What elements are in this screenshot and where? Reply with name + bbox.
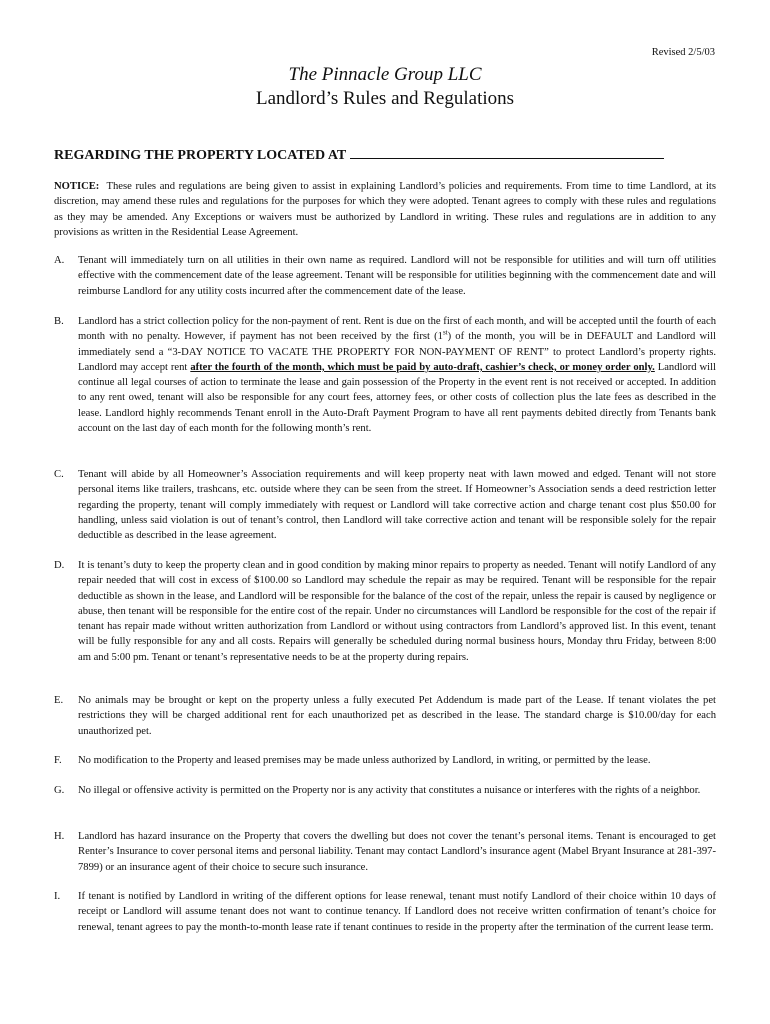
rule-emphasis: after the fourth of the month, which must be paid by auto-draft, cashier’s check, or money order only. bbox=[190, 361, 655, 373]
rule-text: It is tenant’s duty to keep the property clean and in good condition by making minor repairs to property as needed. Tenant will notify Landlord of any repair needed that will cost in excess of $100.00 so Landlord may schedule the repair as may be required. Tenant will be responsible for the repair deductible as shown in the lease, and Landlord will be responsible for the balance of the cost of the repair, unless the repair is caused by negligence or abuse, then tenant will be responsible for the entire cost of the repair. Under no circumstances will Landlord be responsible for the cost of the repair if tenant has repair made without written authorization from Landlord or without using contractors from Landlord’s approved list. In this event, tenant will be fully responsible for any and all costs. Repairs will generally be scheduled during normal business hours, Monday thru Friday, between 8:00 am and 5:00 pm. Tenant or tenant’s representative needs to be at the property during repairs. bbox=[78, 560, 716, 663]
rule-letter: C. bbox=[54, 469, 64, 480]
rule-letter: G. bbox=[54, 785, 65, 796]
rule-f bbox=[54, 753, 716, 768]
rule-text: Tenant will abide by all Homeowner’s Association requirements and will keep property neat with lawn mowed and edged. Tenant will not store personal items like trailers, trashcans, etc. outside where they can be seen from the street. If Homeowner’s Association sends a deed restriction letter regarding the property, tenant will comply immediately with request or Landlord will take corrective action and charge tenant cost plus $50.00 for handling, unless said violation is out of tenant’s control, then Landlord will take corrective action and tenant will be responsible solely for the repair deductible as described in the lease agreement. bbox=[78, 469, 716, 542]
rule-a bbox=[54, 253, 716, 299]
revision-date: Revised 2/5/03 bbox=[651, 47, 715, 58]
rule-letter: D. bbox=[54, 560, 65, 571]
property-address-blank bbox=[350, 146, 664, 159]
rule-letter: F. bbox=[54, 755, 62, 766]
rule-text: If tenant is notified by Landlord in writing of the different options for lease renewal, tenant must notify Landlord of their choice within 10 days of receipt or Landlord will assume tenant does not want to continue tenancy. If Landlord does not receive written confirmation of tenant’s choice for renewal, tenant agrees to pay the month-to-month lease rate if tenant continues to reside in the property after the termination of the current lease term. bbox=[78, 891, 716, 933]
rule-letter: E. bbox=[54, 695, 64, 706]
rule-g bbox=[54, 783, 716, 798]
rule-letter: B. bbox=[54, 316, 64, 327]
rule-text-part: Landlord will continue all legal courses of action to terminate the lease and gain possession of the Property in the event rent is not received or accepted. In addition to any rent owed, tenant will also be responsible for any court fees, attorney fees, or other costs of collection plus the late fees as described in the lease. Landlord highly recommends Tenant enroll in the Auto-Draft Payment Program to have all rent payments debited directly from Tenants bank account on the last day of each month for the following month’s rent. bbox=[78, 361, 716, 435]
notice-text: These rules and regulations are being given to assist in explaining Landlord’s policies and requirements. From time to time Landlord, at its discretion, may amend these rules and regulations for the purposes for which they were adopted. Tenant agrees to comply with these rules and regulations as they may be amended. Any Exceptions or waivers must be authorized by Landlord in writing. These rules and regulations are in addition to any provisions as written in the Residential Lease Agreement. bbox=[54, 181, 716, 238]
rule-text: No animals may be brought or kept on the property unless a fully executed Pet Addendum is made part of the Lease. If tenant violates the pet restrictions they will be charged additional rent for each unauthorized pet as described in the lease. The standard charge is $10.00/day for each unauthorized pet. bbox=[78, 695, 716, 737]
rule-b bbox=[54, 314, 716, 436]
rule-text bbox=[78, 314, 716, 436]
rule-text-part: ) of the month, you will be in DEFAULT and Landlord will immediately send a “3-DAY NOTICE TO VACATE THE PROPERTY FOR NON-PAYMENT OF RENT” to protect Landlord’s property rights. Landlord may accept rent bbox=[78, 331, 716, 373]
property-address-line bbox=[54, 146, 664, 164]
notice-paragraph bbox=[54, 179, 716, 240]
rule-text: No illegal or offensive activity is permitted on the Property nor is any activity that constitutes a nuisance or interferes with the rights of a neighbor. bbox=[78, 785, 701, 796]
rule-letter: A. bbox=[54, 255, 65, 266]
rule-e bbox=[54, 693, 716, 739]
rule-text: No modification to the Property and leased premises may be made unless authorized by Landlord, in writing, or permitted by the lease. bbox=[78, 755, 651, 766]
property-address-label: REGARDING THE PROPERTY LOCATED AT bbox=[54, 148, 347, 163]
notice-label: NOTICE: bbox=[54, 181, 100, 192]
rule-d bbox=[54, 558, 716, 665]
rule-text-part: Landlord has a strict collection policy for the non-payment of rent. Rent is due on the first of each month, and will be accepted until the fourth of each month with no penalty. However, if payment has not been received by the first (1 bbox=[78, 316, 716, 343]
rule-h bbox=[54, 829, 716, 875]
rule-letter: H. bbox=[54, 831, 65, 842]
rule-i bbox=[54, 889, 716, 935]
company-name: The Pinnacle Group LLC bbox=[288, 64, 482, 85]
rule-c bbox=[54, 467, 716, 543]
ordinal-superscript: st bbox=[442, 328, 448, 337]
rule-text: Tenant will immediately turn on all utilities in their own name as required. Landlord will not be responsible for utilities and will turn off utilities effective with the commencement date of the lease agreement. Tenant will be responsible for utilities beginning with the commencement date and will reimburse Landlord for any utility costs incurred after the commencement date of the lease. bbox=[78, 255, 716, 297]
rule-text: Landlord has hazard insurance on the Property that covers the dwelling but does not cover the tenant’s personal items. Tenant is encouraged to get Renter’s Insurance to cover personal items and personal liability. Tenant may contact Landlord’s insurance agent (Mabel Bryant Insurance at 281-397-7899) or an insurance agent of their choice to secure such insurance. bbox=[78, 831, 716, 873]
rule-letter: I. bbox=[54, 891, 61, 902]
document-title: Landlord’s Rules and Regulations bbox=[255, 88, 515, 109]
